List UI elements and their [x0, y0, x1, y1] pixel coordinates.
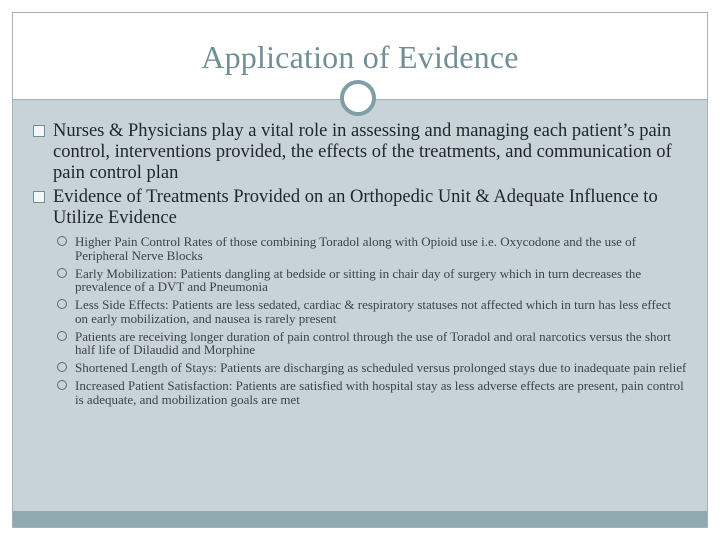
square-bullet-icon	[33, 125, 45, 137]
subbullet-item	[55, 379, 687, 406]
subbullet-item	[55, 361, 687, 375]
bullet-item	[33, 187, 689, 229]
slide-content	[13, 121, 707, 406]
ring-divider-icon	[340, 80, 376, 116]
bullet-text: Evidence of Treatments Provided on an Orthopedic Unit & Adequate Influence to Utilize Evidence	[53, 187, 658, 228]
subbullet-item	[55, 267, 687, 294]
ring-bullet-icon	[57, 268, 67, 278]
ring-bullet-icon	[57, 236, 67, 246]
subbullet-text: Shortened Length of Stays: Patients are discharging as scheduled versus prolonged stays due to inadequate pain relief	[75, 360, 687, 375]
square-bullet-icon	[33, 191, 45, 203]
subbullet-text: Patients are receiving longer duration of pain control through the use of Toradol and oral narcotics versus the short half life of Dilaudid and Morphine	[75, 328, 671, 357]
ring-bullet-icon	[57, 331, 67, 341]
ring-bullet-icon	[57, 380, 67, 390]
subbullet-item	[55, 330, 687, 357]
ring-bullet-icon	[57, 299, 67, 309]
bullet-text: Nurses & Physicians play a vital role in assessing and managing each patient’s pain control, interventions provided, the effects of the treatments, and communication of pain control plan	[53, 121, 672, 183]
subbullet-text: Increased Patient Satisfaction: Patients are satisfied with hospital stay as less adverse effects are present, pain control is adequate, and mobilization goals are met	[75, 378, 684, 407]
slide-title: Application of Evidence	[201, 39, 519, 75]
subbullet-text: Less Side Effects: Patients are less sedated, cardiac & respiratory statuses not affected which in turn has less effect on early mobilization, and nausea is rarely present	[75, 297, 672, 326]
subbullet-text: Higher Pain Control Rates of those combining Toradol along with Opioid use i.e. Oxycodone and the use of Peripheral Nerve Blocks	[75, 234, 637, 263]
slide	[12, 12, 708, 528]
subbullet-list	[55, 235, 687, 406]
subbullet-item	[55, 235, 687, 262]
footer-bar	[13, 511, 707, 527]
ring-bullet-icon	[57, 362, 67, 372]
subbullet-text: Early Mobilization: Patients dangling at bedside or sitting in chair day of surgery which in turn decreases the prevalence of a DVT and Pneumonia	[75, 265, 642, 294]
bullet-item	[33, 121, 689, 184]
subbullet-item	[55, 298, 687, 325]
